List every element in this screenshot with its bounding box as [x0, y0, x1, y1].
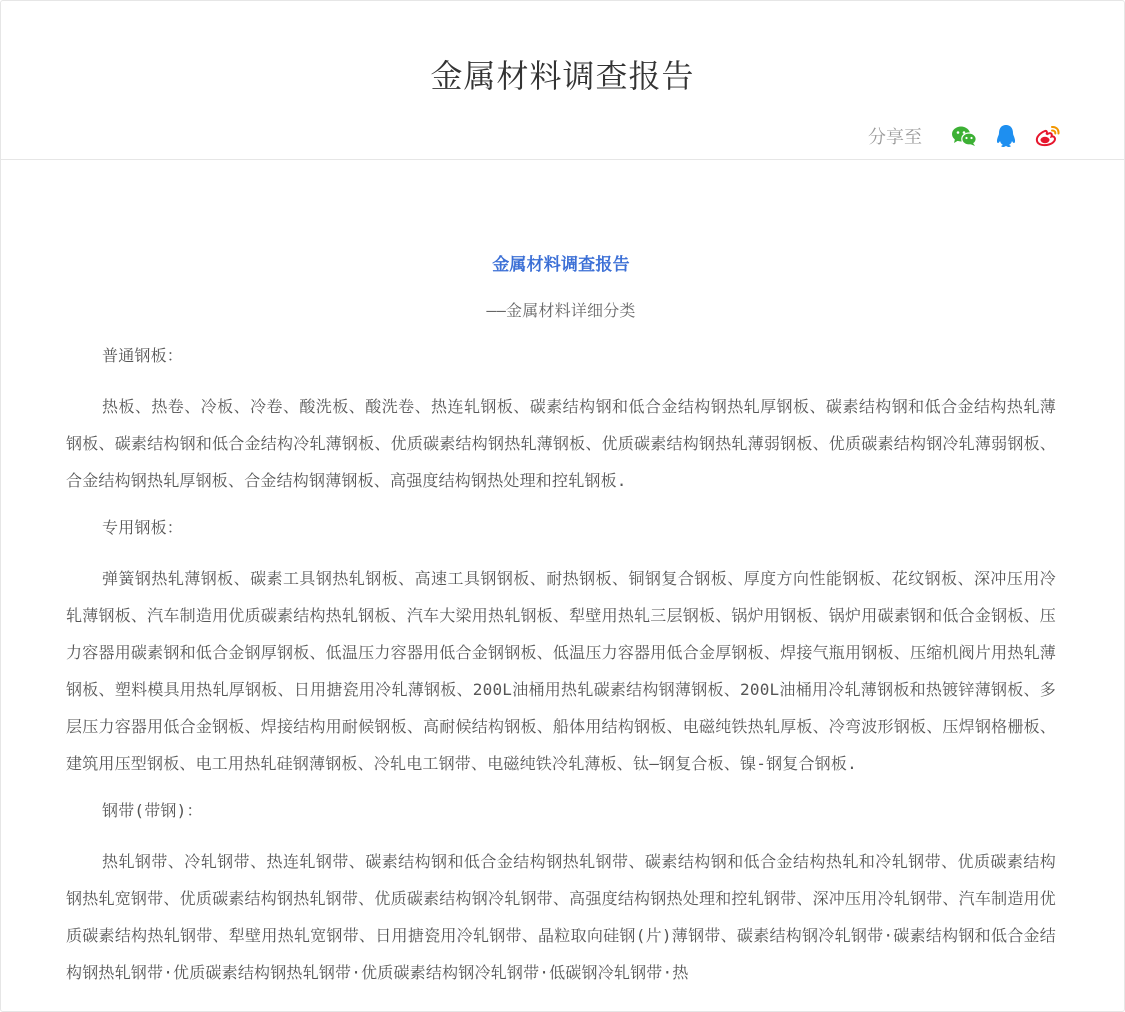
share-label: 分享至	[868, 127, 922, 148]
article-body	[66, 249, 1056, 991]
article-header	[1, 1, 1124, 160]
page-title: 金属材料调查报告	[430, 57, 695, 95]
article-title: 金属材料调查报告	[492, 255, 630, 275]
section-paragraph: 热轧钢带、冷轧钢带、热连轧钢带、碳素结构钢和低合金结构钢热轧钢带、碳素结构钢和低合金结构热轧和冷轧钢带、优质碳素结构钢热轧宽钢带、优质碳素结构钢热轧钢带、优质碳素结构钢冷轧钢带、高强度结构钢热处理和控轧钢带、深冲压用冷轧钢带、汽车制造用优质碳素结构热轧钢带、犁壁用热轧宽钢带、日用搪瓷用冷轧钢带、晶粒取向硅钢(片)薄钢带、碳素结构钢冷轧钢带·碳素结构钢和低合金结构钢热轧钢带·优质碳素结构钢热轧钢带·优质碳素结构钢冷轧钢带·低碳钢冷轧钢带·热	[66, 852, 1056, 982]
article-subtitle: ——金属材料详细分类	[486, 301, 636, 320]
section-heading: 普通钢板：	[102, 346, 184, 365]
qq-icon[interactable]	[992, 122, 1020, 150]
section-heading: 专用钢板：	[102, 518, 184, 537]
wechat-icon[interactable]	[950, 122, 978, 150]
section-paragraph: 热板、热卷、冷板、冷卷、酸洗板、酸洗卷、热连轧钢板、碳素结构钢和低合金结构钢热轧厚钢板、碳素结构钢和低合金结构热轧薄钢板、碳素结构钢和低合金结构冷轧薄钢板、优质碳素结构钢热轧薄钢板、优质碳素结构钢热轧薄弱钢板、优质碳素结构钢冷轧薄弱钢板、合金结构钢热轧厚钢板、合金结构钢薄钢板、高强度结构钢热处理和控轧钢板.	[66, 397, 1056, 490]
share-bar	[868, 121, 1062, 151]
section-heading: 钢带(带钢)：	[102, 801, 203, 820]
section-paragraph: 弹簧钢热轧薄钢板、碳素工具钢热轧钢板、高速工具钢钢板、耐热钢板、铜钢复合钢板、厚度方向性能钢板、花纹钢板、深冲压用冷轧薄钢板、汽车制造用优质碳素结构热轧钢板、汽车大梁用热轧钢板、犁壁用热轧三层钢板、锅炉用钢板、锅炉用碳素钢和低合金钢板、压力容器用碳素钢和低合金钢厚钢板、低温压力容器用低合金钢钢板、低温压力容器用低合金厚钢板、焊接气瓶用钢板、压缩机阀片用热轧薄钢板、塑料模具用热轧厚钢板、日用搪瓷用冷轧薄钢板、200L油桶用热轧碳素结构钢薄钢板、200L油桶用冷轧薄钢板和热镀锌薄钢板、多层压力容器用低合金钢板、焊接结构用耐候钢板、高耐候结构钢板、船体用结构钢板、电磁纯铁热轧厚板、冷弯波形钢板、压焊钢格栅板、建筑用压型钢板、电工用热轧硅钢薄钢板、冷轧电工钢带、电磁纯铁冷轧薄板、钛—钢复合板、镍-钢复合钢板.	[66, 569, 1056, 773]
weibo-icon[interactable]	[1034, 122, 1062, 150]
